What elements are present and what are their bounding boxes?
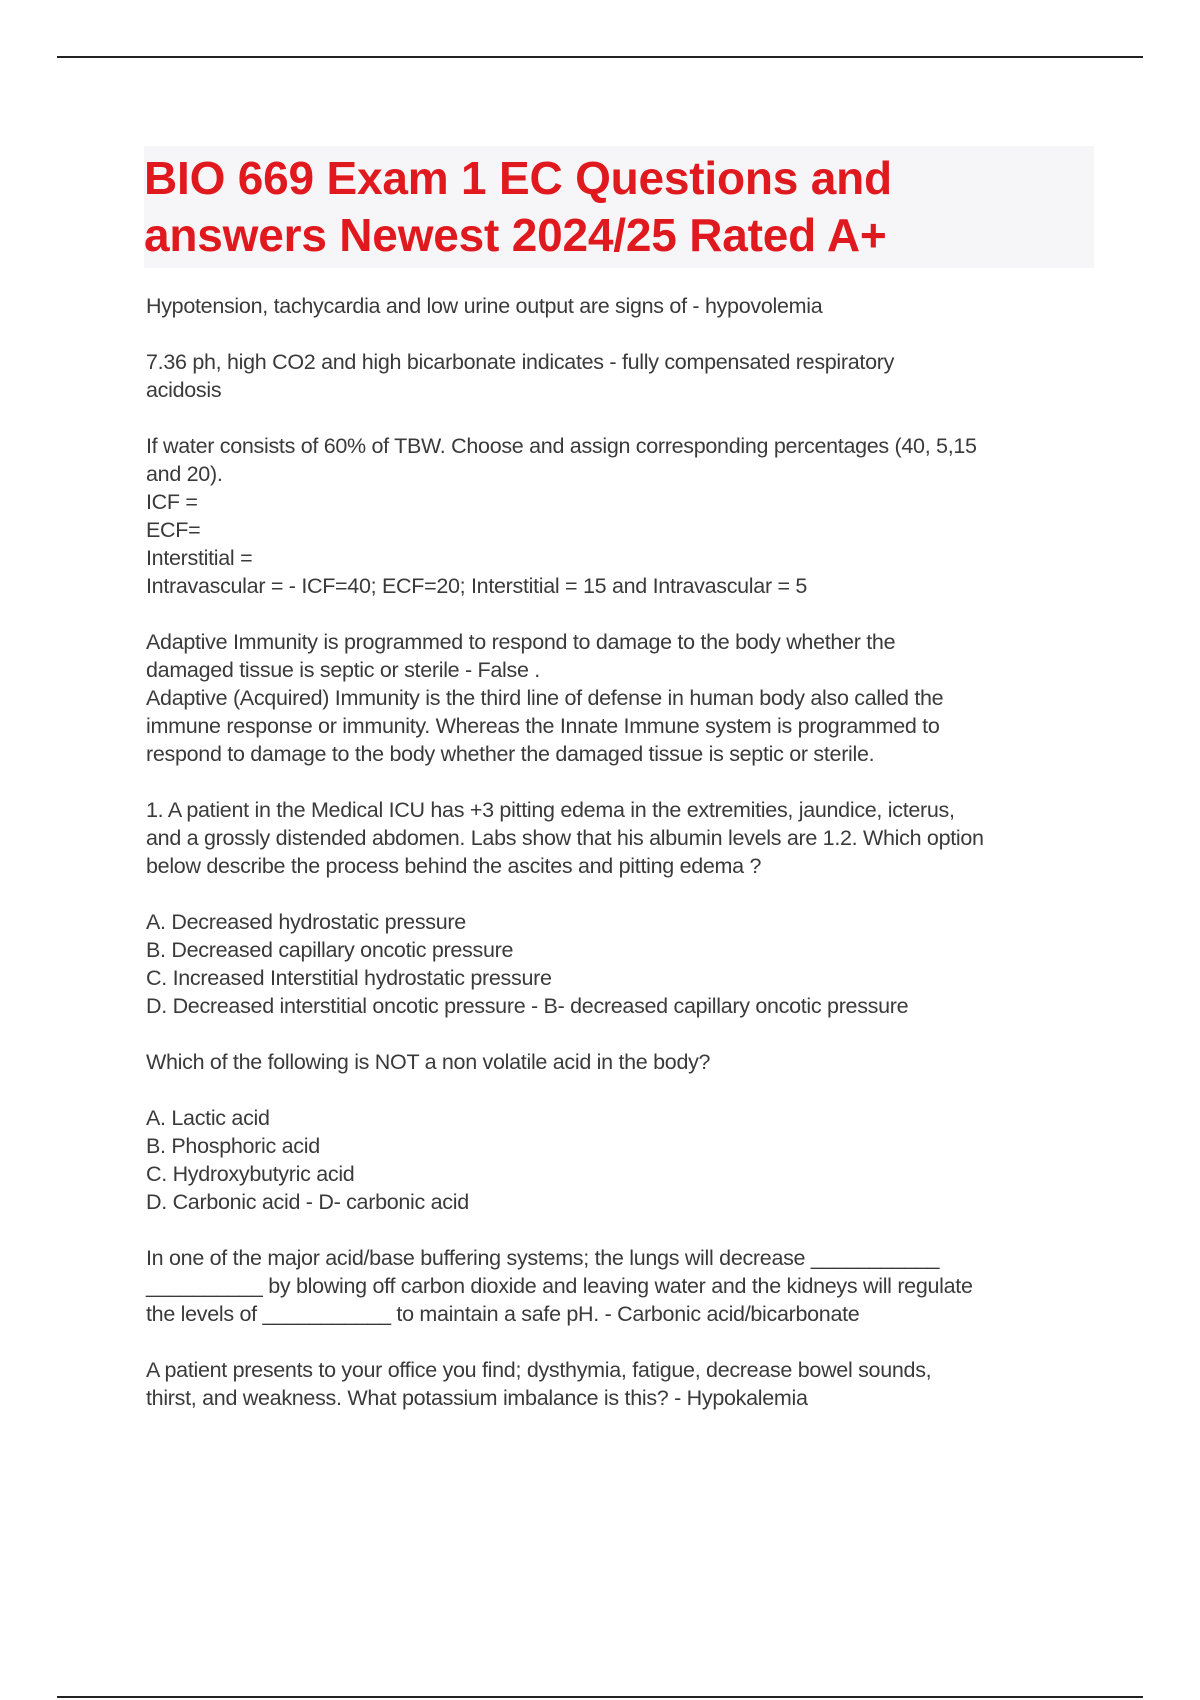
answer-options xyxy=(146,1104,1094,1216)
answer-options xyxy=(146,908,1094,1020)
qa-item-3 xyxy=(146,432,1094,600)
option-item: C. Increased Interstitial hydrostatic pressure xyxy=(146,966,552,990)
title-block xyxy=(144,146,1094,268)
top-rule xyxy=(57,56,1143,58)
qa-line: In one of the major acid/base buffering systems; the lungs will decrease ___________ xyxy=(146,1246,940,1270)
qa-line: respond to damage to the body whether the damaged tissue is septic or sterile. xyxy=(146,742,875,766)
option-item: B. Phosphoric acid xyxy=(146,1134,320,1158)
qa-line: below describe the process behind the ascites and pitting edema ? xyxy=(146,854,762,878)
qa-line: If water consists of 60% of TBW. Choose and assign corresponding percentages (40, 5,15 xyxy=(146,434,977,458)
qa-line: acidosis xyxy=(146,378,222,402)
option-item: D. Carbonic acid - D- carbonic acid xyxy=(146,1190,469,1214)
qa-item-7 xyxy=(146,1244,1094,1328)
qa-item-1 xyxy=(146,292,1094,320)
qa-line: __________ by blowing off carbon dioxide and leaving water and the kidneys will regulate xyxy=(146,1274,973,1298)
qa-line: damaged tissue is septic or sterile - False . xyxy=(146,658,540,682)
qa-item-8 xyxy=(146,1356,1094,1412)
qa-line: thirst, and weakness. What potassium imbalance is this? - Hypokalemia xyxy=(146,1386,808,1410)
title-line-2: answers Newest 2024/25 Rated A+ xyxy=(144,209,887,261)
qa-text: Hypotension, tachycardia and low urine output are signs of - hypovolemia xyxy=(146,294,823,318)
option-item: D. Decreased interstitial oncotic pressure - B- decreased capillary oncotic pressure xyxy=(146,994,909,1018)
qa-line: Adaptive (Acquired) Immunity is the third line of defense in human body also called the xyxy=(146,686,944,710)
qa-item-4 xyxy=(146,628,1094,768)
qa-line: Interstitial = xyxy=(146,546,253,570)
qa-line: ECF= xyxy=(146,518,201,542)
qa-line: Intravascular = - ICF=40; ECF=20; Interstitial = 15 and Intravascular = 5 xyxy=(146,574,808,598)
document-body xyxy=(146,146,1094,1440)
option-item: A. Decreased hydrostatic pressure xyxy=(146,910,466,934)
qa-line: immune response or immunity. Whereas the Innate Immune system is programmed to xyxy=(146,714,940,738)
qa-item-2 xyxy=(146,348,1094,404)
qa-item-5 xyxy=(146,796,1094,880)
qa-item-6 xyxy=(146,1048,1094,1076)
bottom-rule xyxy=(57,1696,1143,1698)
qa-line: and 20). xyxy=(146,462,223,486)
title-line-1: BIO 669 Exam 1 EC Questions and xyxy=(144,152,892,204)
page-title xyxy=(144,150,1094,264)
qa-text: Which of the following is NOT a non volatile acid in the body? xyxy=(146,1050,711,1074)
option-item: A. Lactic acid xyxy=(146,1106,270,1130)
qa-line: A patient presents to your office you find; dysthymia, fatigue, decrease bowel sounds, xyxy=(146,1358,932,1382)
qa-line: 1. A patient in the Medical ICU has +3 pitting edema in the extremities, jaundice, icterus, xyxy=(146,798,955,822)
qa-line: the levels of ___________ to maintain a safe pH. - Carbonic acid/bicarbonate xyxy=(146,1302,860,1326)
qa-line: and a grossly distended abdomen. Labs show that his albumin levels are 1.2. Which option xyxy=(146,826,984,850)
qa-line: ICF = xyxy=(146,490,198,514)
qa-line: Adaptive Immunity is programmed to respond to damage to the body whether the xyxy=(146,630,896,654)
option-item: B. Decreased capillary oncotic pressure xyxy=(146,938,514,962)
qa-line: 7.36 ph, high CO2 and high bicarbonate indicates - fully compensated respiratory xyxy=(146,350,895,374)
option-item: C. Hydroxybutyric acid xyxy=(146,1162,355,1186)
